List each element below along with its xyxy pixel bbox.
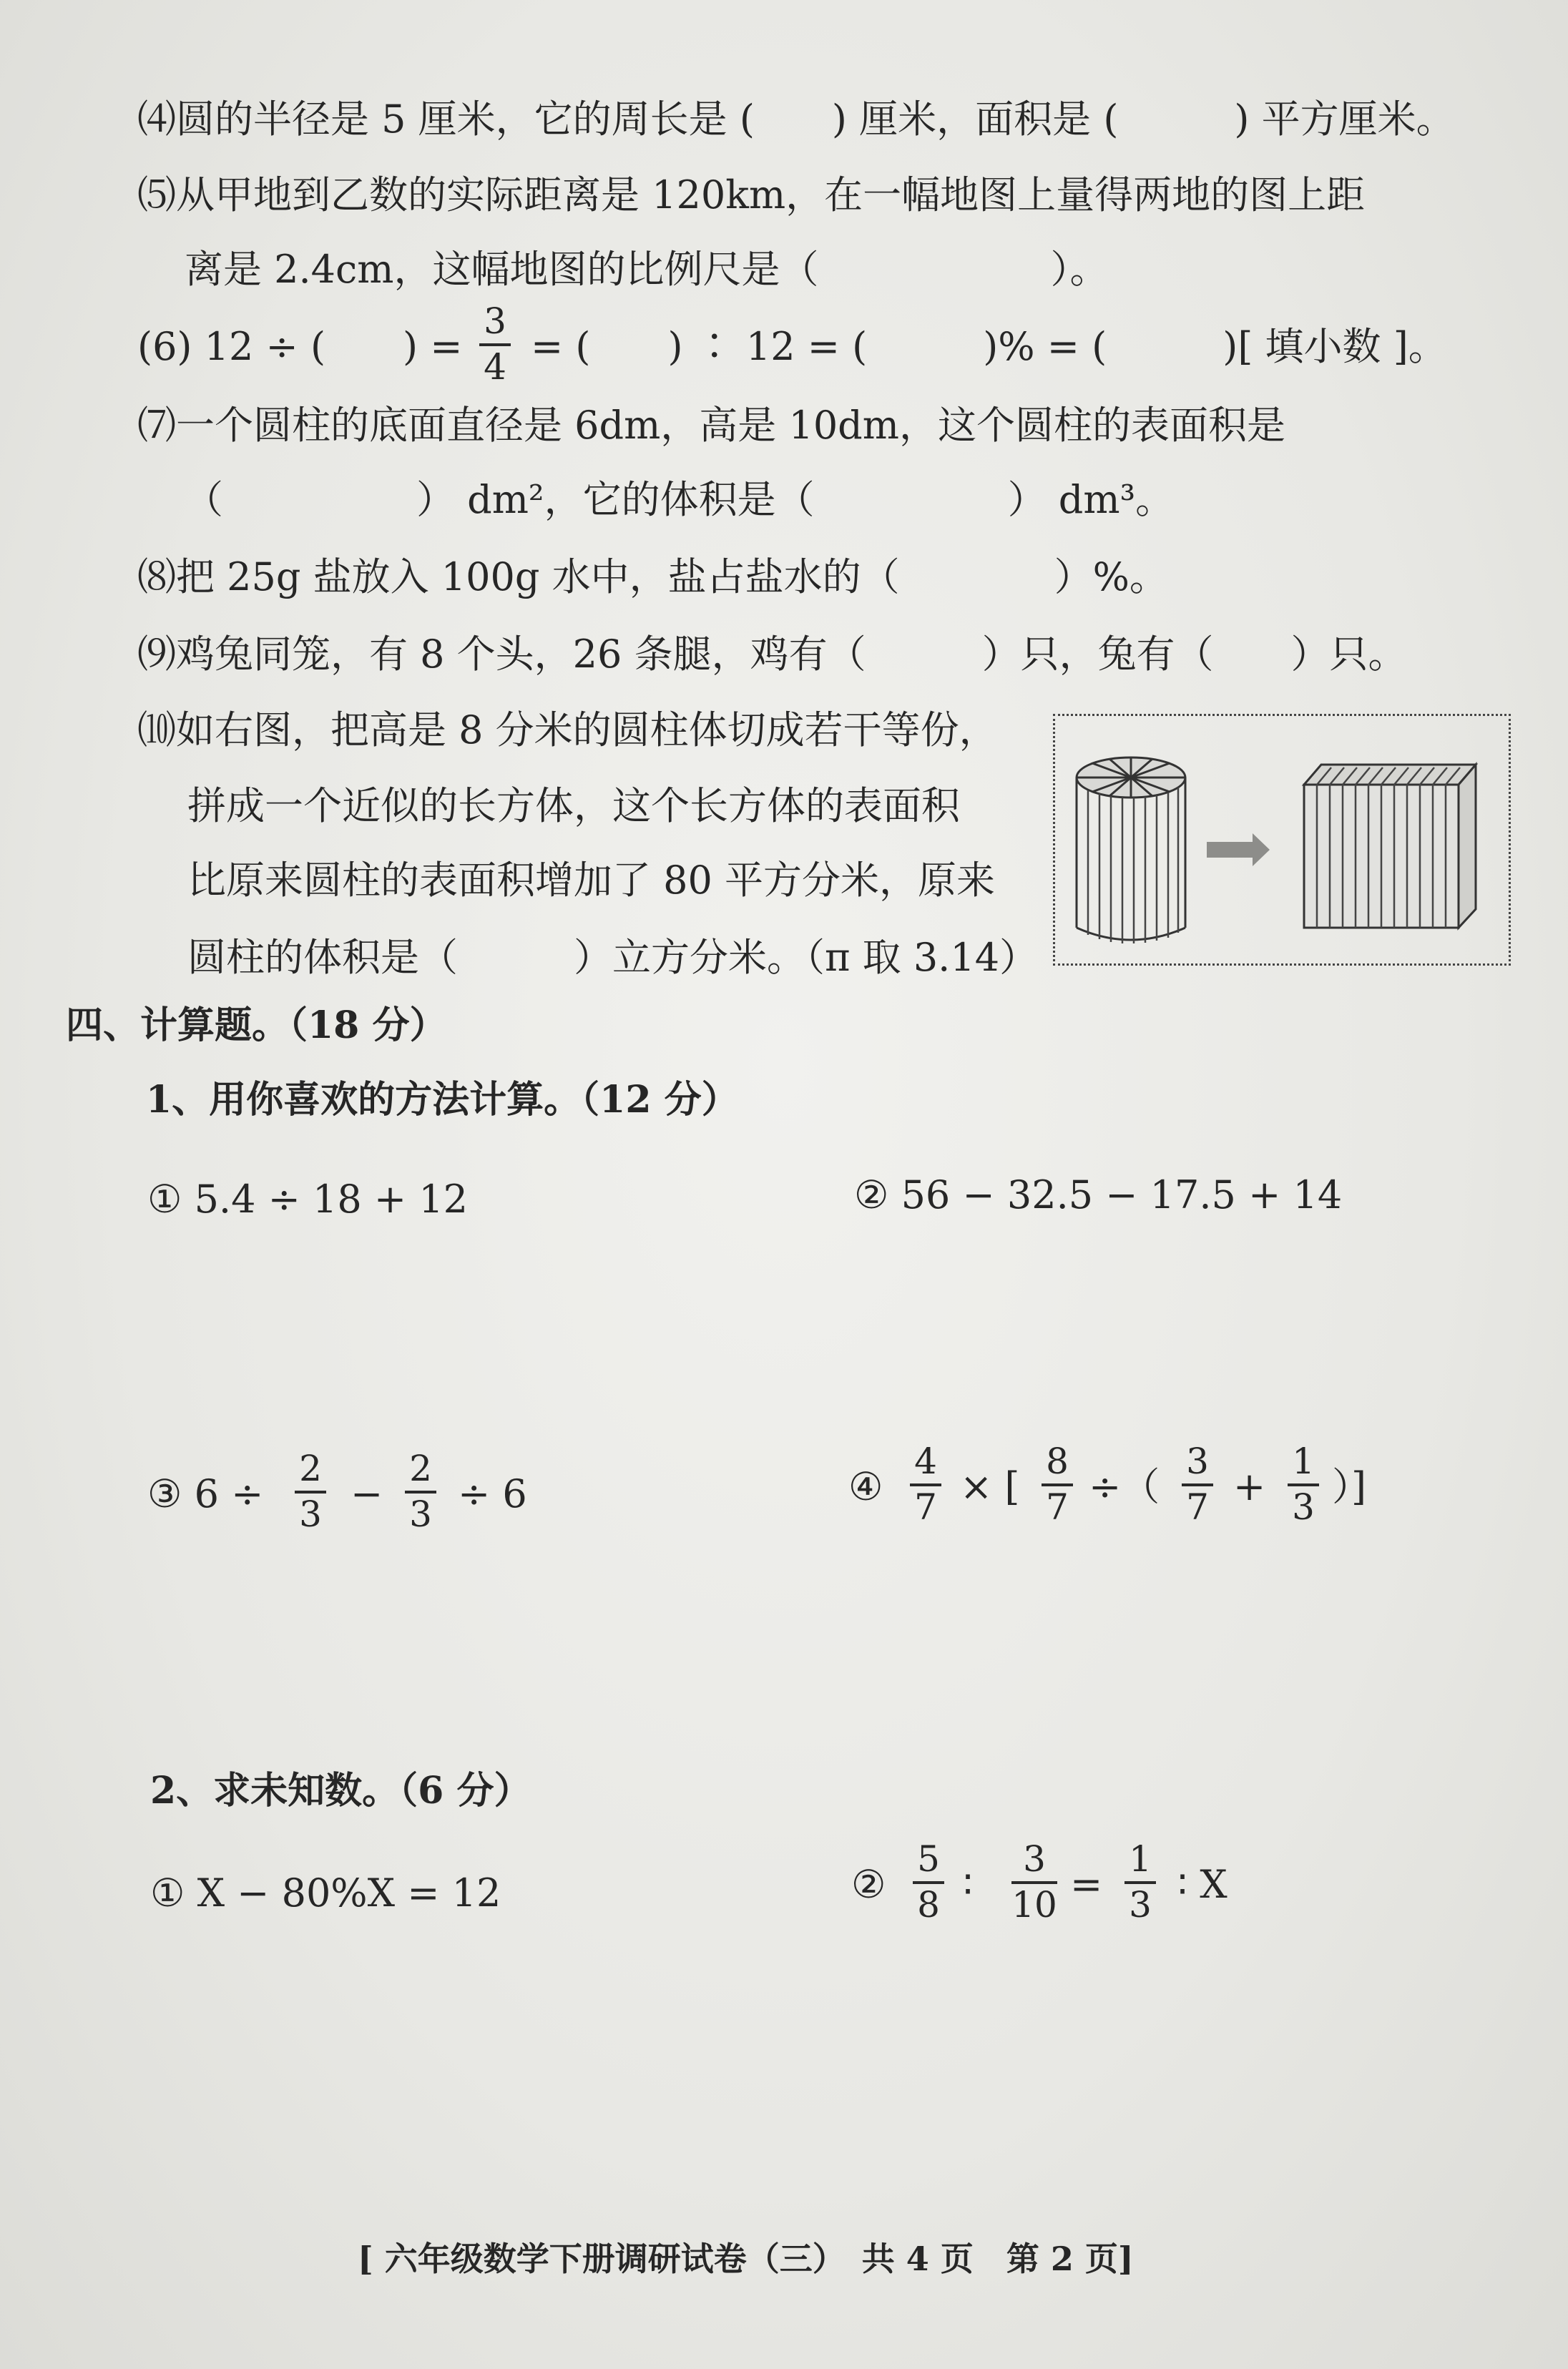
cylinder-cuboid-figure	[1053, 714, 1511, 966]
question-6-start: (6) 12 ÷ ( ) =	[137, 324, 463, 369]
calc-4-fraction-4	[1283, 1443, 1323, 1526]
equation-2-fraction-3	[1120, 1838, 1160, 1926]
calc-3-tail: ÷ 6	[458, 1471, 527, 1516]
arrow-icon	[1207, 833, 1270, 866]
fraction-denominator: 7	[914, 1486, 937, 1528]
question-6-fraction	[475, 300, 515, 388]
calc-4-end: ）]	[1332, 1464, 1367, 1509]
question-10-line-3: 比原来圆柱的表面积增加了 80 平方分米，原来	[187, 858, 996, 903]
part-2-title: 2、求未知数。（6 分）	[150, 1769, 531, 1813]
calc-2: ② 56 − 32.5 − 17.5 + 14	[854, 1172, 1343, 1217]
fraction-numerator: 2	[299, 1448, 322, 1489]
equation-1: ① X − 80%X = 12	[150, 1870, 501, 1916]
fraction-numerator: 3	[1023, 1838, 1046, 1880]
calc-3-minus: −	[351, 1471, 383, 1516]
calc-4-fraction-2	[1037, 1443, 1077, 1526]
fraction-denominator: 7	[1186, 1486, 1209, 1528]
question-7-line-1: ⑺一个圆柱的底面直径是 6dm，高是 10dm，这个圆柱的表面积是	[137, 403, 1285, 448]
question-10-line-2: 拼成一个近似的长方体，这个长方体的表面积	[187, 783, 960, 828]
fraction-numerator: 2	[409, 1448, 432, 1489]
calc-4-fraction-3	[1177, 1443, 1217, 1526]
equation-2-fraction-2	[1007, 1838, 1062, 1926]
fraction-denominator: 8	[917, 1884, 940, 1926]
question-9: ⑼鸡兔同笼，有 8 个头，26 条腿，鸡有（ ）只，兔有（ ）只。	[137, 632, 1407, 677]
fraction-numerator: 3	[484, 300, 506, 342]
fraction-numerator: 1	[1129, 1838, 1152, 1880]
calc-4-fraction-1	[906, 1443, 946, 1526]
fraction-denominator: 3	[409, 1494, 432, 1535]
question-5-line-2: 离是 2.4cm，这幅地图的比例尺是（ ）。	[185, 247, 1109, 292]
fraction-numerator: 1	[1292, 1441, 1315, 1482]
equation-2-equals: =	[1070, 1862, 1103, 1907]
page-footer: [ 六年级数学下册调研试卷（三） 共 4 页 第 2 页]	[358, 2240, 1134, 2278]
section-4-title: 四、计算题。（18 分）	[66, 1004, 447, 1047]
cylinder-cuboid-diagram	[1055, 716, 1509, 963]
fraction-denominator: 3	[1292, 1486, 1315, 1528]
question-8: ⑻把 25g 盐放入 100g 水中，盐占盐水的（ ）%。	[137, 554, 1168, 599]
question-5-line-1: ⑸从甲地到乙数的实际距离是 120km，在一幅地图上量得两地的图上距	[137, 172, 1366, 217]
question-10-line-4: 圆柱的体积是（ ）立方分米。（π 取 3.14）	[187, 935, 1039, 980]
part-1-title: 1、用你喜欢的方法计算。（12 分）	[146, 1078, 739, 1122]
fraction-numerator: 5	[917, 1838, 940, 1880]
equation-2-fraction-1	[908, 1838, 949, 1926]
equation-2-label: ②	[851, 1862, 886, 1907]
calc-3-fraction-2	[401, 1448, 441, 1535]
equation-2-colon: ∶	[963, 1862, 974, 1907]
calc-1: ① 5.4 ÷ 18 + 12	[147, 1177, 469, 1222]
fraction-numerator: 3	[1186, 1441, 1209, 1482]
fraction-denominator: 10	[1011, 1884, 1057, 1926]
calc-3-fraction-1	[290, 1448, 330, 1535]
fraction-denominator: 7	[1046, 1486, 1069, 1528]
question-4: ⑷圆的半径是 5 厘米，它的周长是 ( ) 厘米，面积是 ( ) 平方厘米。	[137, 97, 1455, 142]
calc-4-times: × [	[960, 1464, 1020, 1509]
calc-4-plus: +	[1233, 1464, 1266, 1509]
question-7-line-2: （ ） dm²，它的体积是（ ） dm³。	[185, 477, 1175, 522]
fraction-numerator: 4	[914, 1441, 937, 1482]
fraction-denominator: 3	[1129, 1884, 1152, 1926]
question-10-line-1: ⑽如右图，把高是 8 分米的圆柱体切成若干等份，	[137, 707, 998, 752]
equation-2-tail: ∶ X	[1177, 1862, 1228, 1907]
question-6-end: = ( ) ∶ 12 = ( )% = ( )[ 填小数 ]。	[531, 324, 1447, 369]
calc-4-divide: ÷（	[1089, 1464, 1160, 1509]
calc-4-label: ④	[848, 1464, 883, 1509]
fraction-numerator: 8	[1046, 1441, 1069, 1482]
fraction-denominator: 3	[299, 1494, 322, 1535]
fraction-denominator: 4	[484, 346, 506, 388]
calc-3-label: ③ 6 ÷	[147, 1471, 264, 1516]
